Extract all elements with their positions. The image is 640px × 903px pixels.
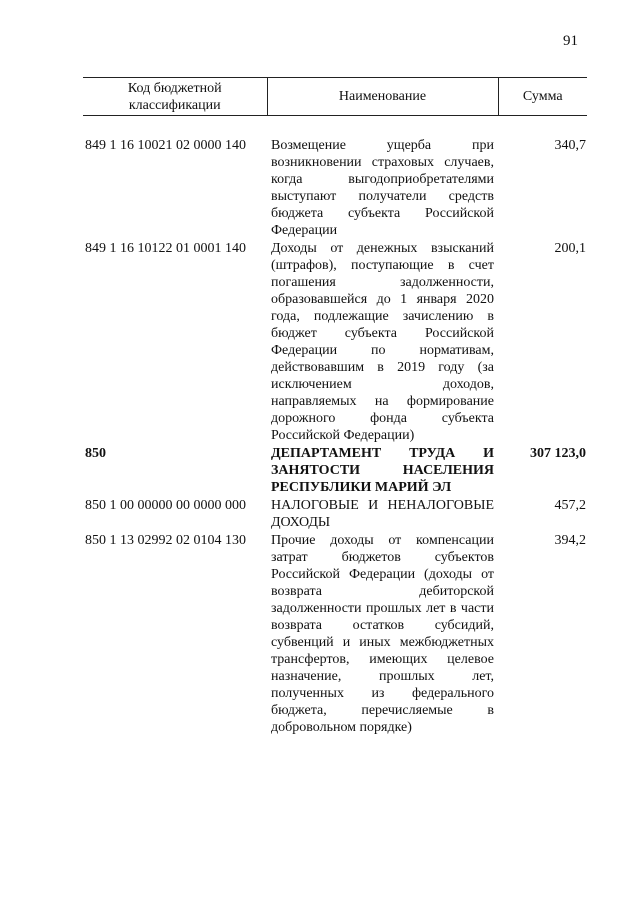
row-code: 849 1 16 10021 02 0000 140 [85,138,246,153]
table-row [83,239,587,444]
page-number: 91 [563,33,578,49]
table-row [83,137,587,239]
table-row [83,531,587,736]
row-name: ДЕПАРТАМЕНТ ТРУДА И ЗАНЯТОСТИ НАСЕЛЕНИЯ РЕСПУБЛИКИ МАРИЙ ЭЛ [271,446,494,495]
budget-revenue-table [83,77,587,736]
row-sum: 457,2 [554,498,586,513]
row-code: 850 [85,446,106,461]
row-code: 850 1 13 02992 02 0104 130 [85,533,246,548]
row-sum: 307 123,0 [530,446,586,461]
table-row-department [83,444,587,496]
row-sum: 340,7 [554,138,586,153]
header-sum: Сумма [498,78,587,116]
header-name: Наименование [267,78,498,116]
row-code: 850 1 00 00000 00 0000 000 [85,498,246,513]
row-sum: 200,1 [554,241,586,256]
table-body [83,116,587,737]
row-sum: 394,2 [554,533,586,548]
header-row [83,78,587,116]
header-spacer [83,116,587,138]
row-name: Возмещение ущерба при возникновении страховых случаев, когда выгодоприобретателями выступают получатели средств бюджета субъекта Российской Федерации [271,138,494,238]
row-name: Доходы от денежных взысканий (штрафов), поступающие в счет погашения задолженности, образовавшейся до 1 января 2020 года, подлежащие зачислению в бюджет субъекта Российской Федерации по нормативам, действовавшим в 2019 году (за исключением доходов, направляемых на формирование дорожного фонда субъекта Российской Федерации) [271,241,494,443]
row-name: НАЛОГОВЫЕ И НЕНАЛОГОВЫЕ ДОХОДЫ [271,498,494,530]
table-header [83,78,587,116]
header-code: Код бюджетной классификации [83,78,267,116]
row-code: 849 1 16 10122 01 0001 140 [85,241,246,256]
row-name: Прочие доходы от компенсации затрат бюджетов субъектов Российской Федерации (доходы от возврата дебиторской задолженности прошлых лет в части возврата остатков субсидий, субвенций и иных межбюджетных трансфертов, имеющих целевое назначение, прошлых лет, полученных из федерального бюджета, перечисляемые в добровольном порядке) [271,533,494,735]
table-row [83,496,587,531]
